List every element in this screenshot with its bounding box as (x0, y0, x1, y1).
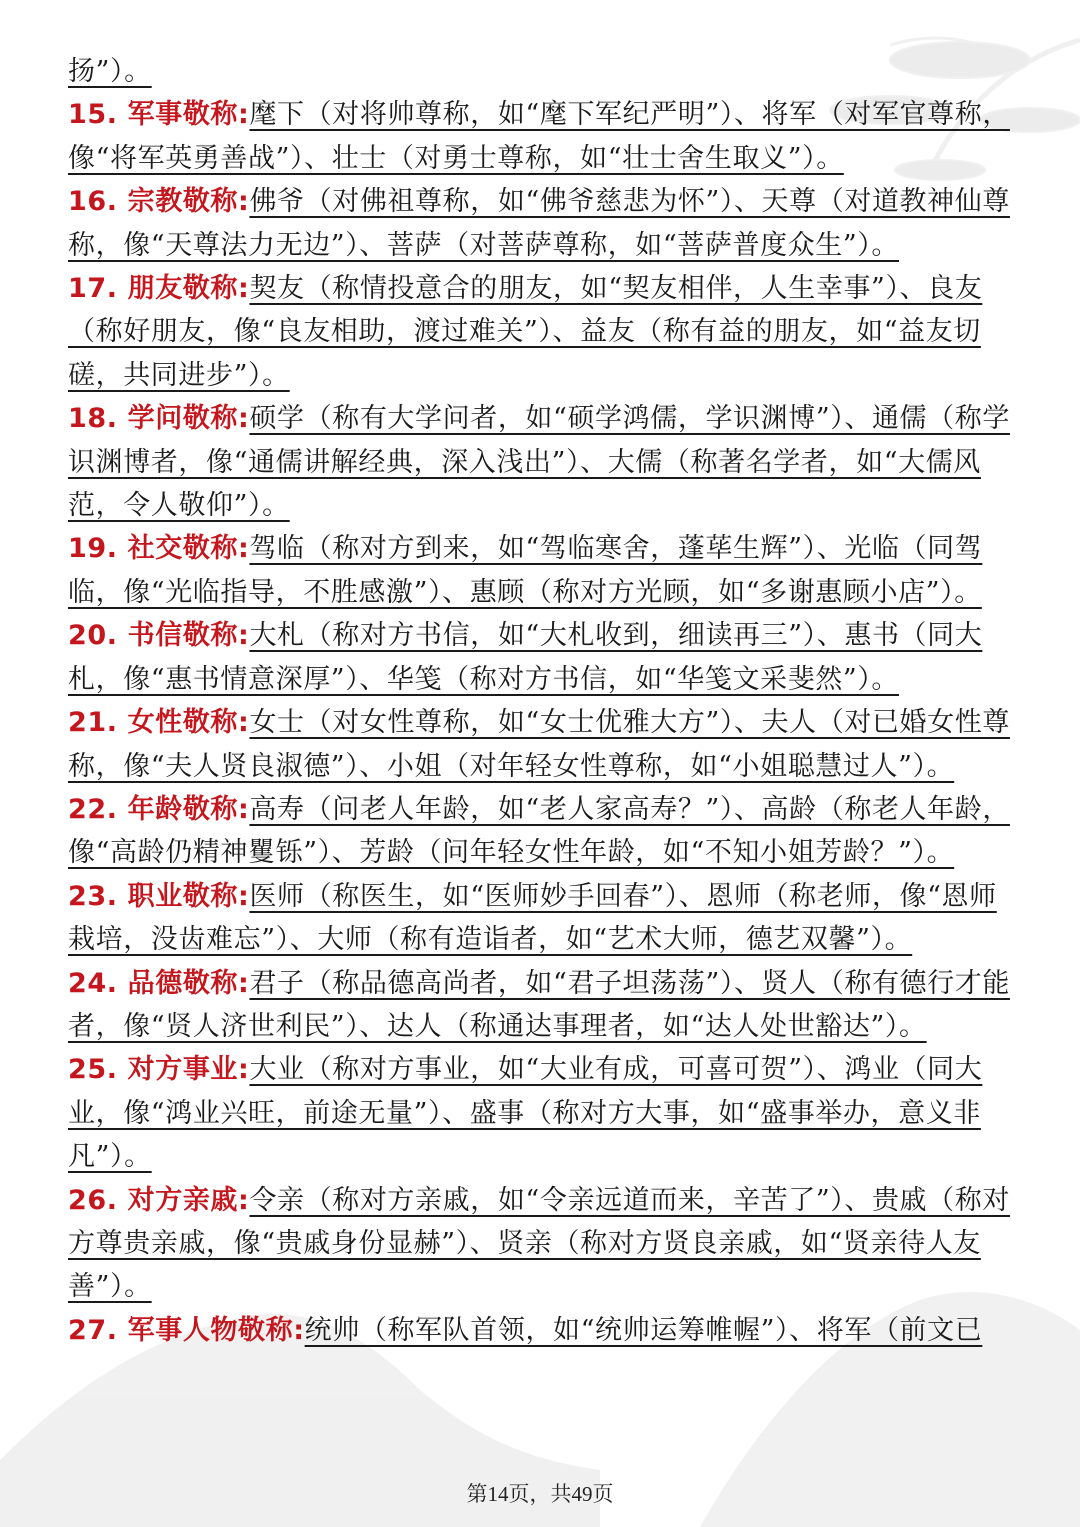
list-item (68, 875, 1018, 962)
item-body: 高寿（问老人年龄，如“老人家高寿？”）、高龄（称老人年龄，像“高龄仍精神矍铄”）、芳龄（问年轻女性年龄，如“不知小姐芳龄？”）。 (68, 793, 1010, 869)
item-body: 契友（称情投意合的朋友，如“契友相伴，人生幸事”）、良友（称好朋友，像“良友相助，渡过难关”）、益友（称有益的朋友，如“益友切磋，共同进步”）。 (68, 273, 983, 391)
page-number-footer: 第14页，共49页 (466, 1482, 614, 1506)
item-heading: 18. 学问敬称: (68, 403, 250, 435)
item-body: 大札（称对方书信，如“大札收到，细读再三”）、惠书（同大札，像“惠书情意深厚”）、华笺（称对方书信，如“华笺文采斐然”）。 (68, 620, 983, 695)
continued-text: 扬”）。 (68, 56, 152, 87)
list-item (68, 962, 1018, 1049)
item-heading: 25. 对方事业: (68, 1054, 250, 1086)
item-heading: 15. 军事敬称: (68, 99, 250, 131)
item-body: 女士（对女性尊称，如“女士优雅大方”）、夫人（对已婚女性尊称，像“夫人贤良淑德”）、小姐（对年轻女性尊称，如“小姐聪慧过人”）。 (68, 707, 1010, 782)
item-heading: 20. 书信敬称: (68, 620, 250, 652)
item-heading: 17. 朋友敬称: (68, 273, 250, 305)
item-body: 统帅（称军队首领，如“统帅运筹帷幄”）、将军（前文已 (304, 1314, 983, 1346)
item-body: 医师（称医生，如“医师妙手回春”）、恩师（称老师，像“恩师栽培，没齿难忘”）、大师（称有造诣者，如“艺术大师，德艺双馨”）。 (68, 880, 997, 956)
list-item (68, 1309, 1018, 1352)
item-heading: 19. 社交敬称: (68, 533, 250, 565)
item-heading: 21. 女性敬称: (68, 707, 250, 739)
list-item (68, 180, 1018, 267)
item-body: 大业（称对方事业，如“大业有成，可喜可贺”）、鸿业（同大业，像“鸿业兴旺，前途无量”）、盛事（称对方大事，如“盛事举办，意义非凡”）。 (68, 1054, 983, 1173)
item-body: 佛爷（对佛祖尊称，如“佛爷慈悲为怀”）、天尊（对道教神仙尊称，像“天尊法力无边”）、菩萨（对菩萨尊称，如“菩萨普度众生”）。 (68, 186, 1010, 261)
list-item (68, 788, 1018, 875)
item-body: 麾下（对将帅尊称，如“麾下军纪严明”）、将军（对军官尊称，像“将军英勇善战”）、壮士（对勇士尊称，如“壮士舍生取义”）。 (68, 99, 1010, 174)
list-item (68, 397, 1018, 527)
list-item (68, 1048, 1018, 1178)
item-body: 硕学（称有大学问者，如“硕学鸿儒，学识渊博”）、通儒（称学识渊博者，像“通儒讲解经典，深入浅出”）、大儒（称著名学者，如“大儒风范，令人敬仰”）。 (68, 403, 1010, 522)
item-heading: 24. 品德敬称: (68, 967, 250, 999)
item-heading: 27. 军事人物敬称: (68, 1314, 305, 1346)
list-item (68, 93, 1018, 180)
list-item (68, 1179, 1018, 1309)
list-item (68, 614, 1018, 701)
list-item (68, 527, 1018, 614)
document-body (68, 50, 1018, 1352)
item-heading: 16. 宗教敬称: (68, 186, 250, 218)
list-item (68, 701, 1018, 788)
item-body: 君子（称品德高尚者，如“君子坦荡荡”）、贤人（称有德行才能者，像“贤人济世利民”）、达人（称通达事理者，如“达人处世豁达”）。 (68, 967, 1010, 1042)
item-body: 令亲（称对方亲戚，如“令亲远道而来，辛苦了”）、贵戚（称对方尊贵亲戚，像“贵戚身份显赫”）、贤亲（称对方贤良亲戚，如“贤亲待人友善”）。 (68, 1184, 1010, 1303)
item-heading: 22. 年龄敬称: (68, 793, 250, 825)
list-item (68, 267, 1018, 397)
item-body: 驾临（称对方到来，如“驾临寒舍，蓬荜生辉”）、光临（同驾临，像“光临指导，不胜感激”）、惠顾（称对方光顾，如“多谢惠顾小店”）。 (68, 533, 983, 608)
item-heading: 26. 对方亲戚: (68, 1184, 250, 1216)
continued-line (68, 50, 1018, 93)
item-heading: 23. 职业敬称: (68, 880, 250, 912)
